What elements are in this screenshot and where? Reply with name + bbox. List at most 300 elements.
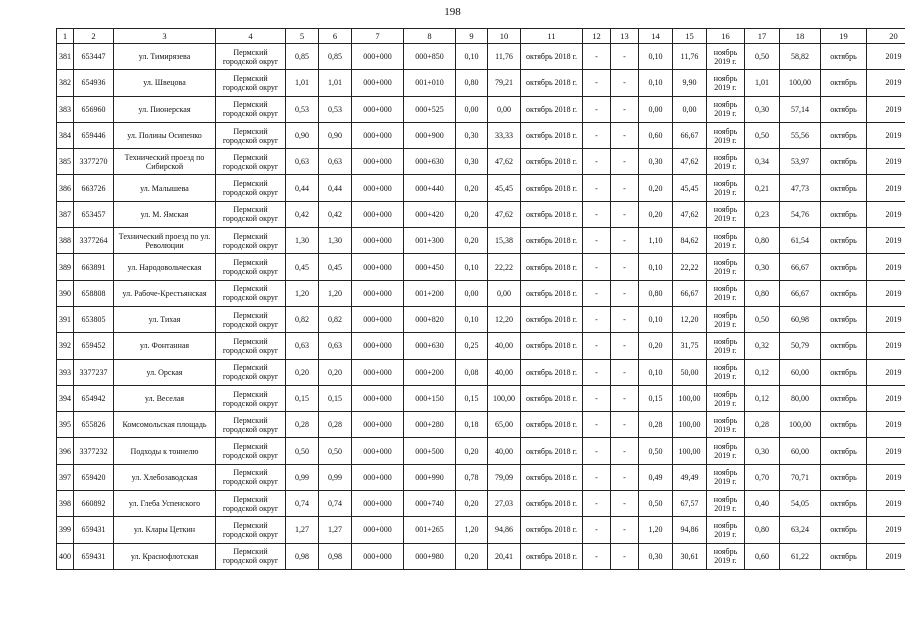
table-cell: 60,98	[780, 306, 821, 332]
table-cell: октябрь 2018 г.	[521, 96, 583, 122]
table-cell: 1,20	[456, 517, 488, 543]
table-cell: 0,08	[456, 359, 488, 385]
table-cell: -	[611, 44, 639, 70]
table-cell: -	[611, 359, 639, 385]
table-cell: 61,54	[780, 228, 821, 254]
table-cell: октябрь 2018 г.	[521, 543, 583, 569]
table-cell: 2019	[867, 359, 905, 385]
table-row	[57, 70, 905, 96]
table-cell: октябрь 2018 г.	[521, 306, 583, 332]
table-cell: ноябрь 2019 г.	[707, 122, 745, 148]
table-cell: ул. Полины Осипенко	[114, 122, 216, 148]
table-cell: 0,23	[745, 201, 780, 227]
table-cell: 0,10	[639, 254, 673, 280]
table-cell: 30,61	[673, 543, 707, 569]
table-cell: 47,62	[488, 149, 521, 175]
table-cell: 31,75	[673, 333, 707, 359]
table-cell: -	[611, 385, 639, 411]
table-row	[57, 228, 905, 254]
table-cell: 000+000	[352, 491, 404, 517]
table-cell: 388	[57, 228, 74, 254]
table-cell: Пермский городской округ	[216, 306, 286, 332]
table-cell: -	[583, 333, 611, 359]
table-cell: 0,90	[286, 122, 319, 148]
column-header: 17	[745, 29, 780, 44]
table-cell: 0,30	[745, 254, 780, 280]
table-cell: ноябрь 2019 г.	[707, 464, 745, 490]
table-cell: 391	[57, 306, 74, 332]
table-cell: 0,00	[673, 96, 707, 122]
table-cell: 660892	[74, 491, 114, 517]
table-cell: -	[611, 464, 639, 490]
column-header: 20	[867, 29, 905, 44]
table-cell: 40,00	[488, 438, 521, 464]
table-cell: 0,80	[456, 70, 488, 96]
table-cell: 40,00	[488, 359, 521, 385]
table-cell: -	[611, 175, 639, 201]
table-row	[57, 44, 905, 70]
column-header: 18	[780, 29, 821, 44]
table-cell: октябрь	[821, 44, 867, 70]
table-cell: ул. М. Ямская	[114, 201, 216, 227]
table-cell: октябрь	[821, 306, 867, 332]
table-cell: 0,60	[639, 122, 673, 148]
table-cell: 0,50	[639, 491, 673, 517]
table-cell: октябрь	[821, 149, 867, 175]
table-cell: 57,14	[780, 96, 821, 122]
table-cell: 1,30	[286, 228, 319, 254]
table-cell: 000+000	[352, 175, 404, 201]
table-cell: октябрь	[821, 385, 867, 411]
table-cell: 11,76	[673, 44, 707, 70]
table-cell: -	[611, 201, 639, 227]
table-cell: 0,30	[745, 96, 780, 122]
table-cell: Пермский городской округ	[216, 201, 286, 227]
table-cell: 53,97	[780, 149, 821, 175]
column-header: 3	[114, 29, 216, 44]
table-cell: Пермский городской округ	[216, 517, 286, 543]
table-cell: 63,24	[780, 517, 821, 543]
table-cell: 0,98	[286, 543, 319, 569]
table-cell: 0,85	[286, 44, 319, 70]
table-cell: 0,44	[319, 175, 352, 201]
table-cell: 394	[57, 385, 74, 411]
table-cell: 80,00	[780, 385, 821, 411]
table-cell: 000+000	[352, 306, 404, 332]
table-cell: 000+000	[352, 438, 404, 464]
table-cell: октябрь	[821, 96, 867, 122]
table-cell: 66,67	[673, 122, 707, 148]
column-header: 4	[216, 29, 286, 44]
table-cell: октябрь	[821, 70, 867, 96]
table-row	[57, 96, 905, 122]
table-cell: ноябрь 2019 г.	[707, 254, 745, 280]
table-cell: 654936	[74, 70, 114, 96]
table-cell: 2019	[867, 70, 905, 96]
table-cell: 45,45	[673, 175, 707, 201]
table-cell: 0,99	[319, 464, 352, 490]
table-cell: -	[611, 70, 639, 96]
table-cell: ул. Тимирязева	[114, 44, 216, 70]
table-cell: 79,09	[488, 464, 521, 490]
table-cell: 000+200	[404, 359, 456, 385]
table-cell: 2019	[867, 149, 905, 175]
table-cell: 000+000	[352, 201, 404, 227]
table-cell: -	[583, 543, 611, 569]
table-cell: -	[583, 175, 611, 201]
table-cell: 0,30	[639, 543, 673, 569]
table-cell: 100,00	[488, 385, 521, 411]
table-cell: 000+000	[352, 44, 404, 70]
table-cell: 000+420	[404, 201, 456, 227]
table-cell: 1,27	[319, 517, 352, 543]
table-cell: 000+000	[352, 70, 404, 96]
table-cell: 397	[57, 464, 74, 490]
data-table	[56, 28, 905, 570]
table-cell: 0,10	[639, 44, 673, 70]
table-row	[57, 149, 905, 175]
table-cell: 0,63	[286, 149, 319, 175]
column-header: 11	[521, 29, 583, 44]
table-cell: 0,00	[488, 280, 521, 306]
table-cell: октябрь 2018 г.	[521, 254, 583, 280]
table-cell: 0,00	[456, 280, 488, 306]
table-cell: Пермский городской округ	[216, 280, 286, 306]
table-cell: 0,32	[745, 333, 780, 359]
table-cell: 100,00	[673, 438, 707, 464]
table-cell: 387	[57, 201, 74, 227]
table-cell: -	[611, 306, 639, 332]
table-cell: 396	[57, 438, 74, 464]
table-cell: 12,20	[673, 306, 707, 332]
table-cell: ноябрь 2019 г.	[707, 359, 745, 385]
table-cell: 384	[57, 122, 74, 148]
table-cell: 2019	[867, 228, 905, 254]
table-cell: ул. Глеба Успенского	[114, 491, 216, 517]
table-cell: 0,63	[319, 333, 352, 359]
table-cell: октябрь	[821, 464, 867, 490]
table-cell: октябрь	[821, 543, 867, 569]
table-cell: 000+740	[404, 491, 456, 517]
table-cell: 33,33	[488, 122, 521, 148]
table-cell: 0,80	[745, 228, 780, 254]
table-cell: 0,15	[286, 385, 319, 411]
table-cell: 2019	[867, 464, 905, 490]
table-cell: Пермский городской округ	[216, 122, 286, 148]
table-cell: Пермский городской округ	[216, 175, 286, 201]
table-cell: 0,20	[639, 201, 673, 227]
table-cell: Пермский городской округ	[216, 464, 286, 490]
table-cell: -	[611, 280, 639, 306]
table-cell: 0,20	[319, 359, 352, 385]
table-cell: 100,00	[780, 412, 821, 438]
table-cell: 0,45	[286, 254, 319, 280]
table-cell: октябрь 2018 г.	[521, 201, 583, 227]
table-cell: октябрь	[821, 517, 867, 543]
table-cell: октябрь 2018 г.	[521, 280, 583, 306]
table-cell: 000+450	[404, 254, 456, 280]
table-cell: 94,86	[673, 517, 707, 543]
table-cell: октябрь 2018 г.	[521, 491, 583, 517]
table-cell: 000+000	[352, 280, 404, 306]
table-cell: 0,20	[639, 175, 673, 201]
table-cell: 655826	[74, 412, 114, 438]
table-cell: 656960	[74, 96, 114, 122]
table-cell: -	[583, 254, 611, 280]
table-cell: -	[611, 543, 639, 569]
column-header: 13	[611, 29, 639, 44]
table-cell: Технический проезд по Сибирской	[114, 149, 216, 175]
table-cell: ул. Краснофлотская	[114, 543, 216, 569]
table-cell: -	[611, 254, 639, 280]
table-cell: 1,10	[639, 228, 673, 254]
table-cell: -	[583, 201, 611, 227]
table-cell: -	[611, 122, 639, 148]
table-row	[57, 359, 905, 385]
table-cell: 653447	[74, 44, 114, 70]
table-row	[57, 122, 905, 148]
table-row	[57, 306, 905, 332]
table-cell: октябрь 2018 г.	[521, 149, 583, 175]
table-cell: 3377237	[74, 359, 114, 385]
table-cell: 000+000	[352, 254, 404, 280]
table-cell: 2019	[867, 254, 905, 280]
table-cell: ноябрь 2019 г.	[707, 149, 745, 175]
column-header: 12	[583, 29, 611, 44]
table-cell: -	[611, 228, 639, 254]
table-cell: ноябрь 2019 г.	[707, 306, 745, 332]
table-cell: 0,90	[319, 122, 352, 148]
table-cell: 22,22	[673, 254, 707, 280]
table-cell: 0,74	[286, 491, 319, 517]
table-cell: 67,57	[673, 491, 707, 517]
table-cell: 385	[57, 149, 74, 175]
table-cell: 000+000	[352, 122, 404, 148]
table-cell: 9,90	[673, 70, 707, 96]
table-cell: 0,42	[319, 201, 352, 227]
table-cell: 1,01	[745, 70, 780, 96]
table-cell: октябрь 2018 г.	[521, 412, 583, 438]
table-cell: 0,82	[319, 306, 352, 332]
table-cell: октябрь 2018 г.	[521, 333, 583, 359]
table-cell: октябрь	[821, 175, 867, 201]
column-header: 7	[352, 29, 404, 44]
table-cell: ул. Пионерская	[114, 96, 216, 122]
table-cell: 000+000	[352, 517, 404, 543]
table-cell: 000+990	[404, 464, 456, 490]
table-cell: 94,86	[488, 517, 521, 543]
table-cell: ул. Рабоче-Крестьянская	[114, 280, 216, 306]
column-header: 8	[404, 29, 456, 44]
table-cell: 0,80	[745, 280, 780, 306]
table-cell: -	[583, 306, 611, 332]
table-cell: 66,67	[673, 280, 707, 306]
table-cell: 0,15	[456, 385, 488, 411]
table-cell: -	[583, 438, 611, 464]
table-cell: ул. Клары Цеткин	[114, 517, 216, 543]
table-cell: Пермский городской округ	[216, 44, 286, 70]
table-cell: 12,20	[488, 306, 521, 332]
table-cell: 000+000	[352, 228, 404, 254]
table-cell: 389	[57, 254, 74, 280]
table-cell: 0,63	[319, 149, 352, 175]
table-cell: 0,28	[745, 412, 780, 438]
table-cell: 000+850	[404, 44, 456, 70]
table-cell: Пермский городской округ	[216, 438, 286, 464]
table-cell: ул. Хлебозаводская	[114, 464, 216, 490]
table-cell: -	[611, 412, 639, 438]
table-row	[57, 280, 905, 306]
table-cell: 0,44	[286, 175, 319, 201]
table-cell: 47,62	[673, 149, 707, 175]
table-cell: -	[583, 149, 611, 175]
table-cell: 0,20	[456, 491, 488, 517]
table-cell: 45,45	[488, 175, 521, 201]
column-header: 9	[456, 29, 488, 44]
table-cell: ул. Фонтанная	[114, 333, 216, 359]
table-cell: 0,20	[456, 228, 488, 254]
table-cell: -	[583, 491, 611, 517]
table-row	[57, 201, 905, 227]
table-cell: 61,22	[780, 543, 821, 569]
table-cell: 0,99	[286, 464, 319, 490]
table-cell: 0,30	[745, 438, 780, 464]
table-cell: -	[583, 228, 611, 254]
column-header: 14	[639, 29, 673, 44]
table-cell: 70,71	[780, 464, 821, 490]
table-cell: октябрь 2018 г.	[521, 464, 583, 490]
table-cell: ул. Народовольческая	[114, 254, 216, 280]
table-cell: 2019	[867, 201, 905, 227]
table-cell: 0,85	[319, 44, 352, 70]
table-cell: 50,00	[673, 359, 707, 385]
table-cell: 382	[57, 70, 74, 96]
table-cell: 0,49	[639, 464, 673, 490]
table-cell: октябрь	[821, 359, 867, 385]
table-cell: ул. Тихая	[114, 306, 216, 332]
table-cell: 1,30	[319, 228, 352, 254]
table-cell: -	[611, 333, 639, 359]
page-number: 198	[444, 6, 461, 18]
table-cell: октябрь	[821, 201, 867, 227]
table-cell: ул. Малышева	[114, 175, 216, 201]
table-cell: -	[611, 491, 639, 517]
table-cell: 000+000	[352, 149, 404, 175]
table-cell: 0,20	[456, 201, 488, 227]
table-cell: 1,27	[286, 517, 319, 543]
table-cell: 0,42	[286, 201, 319, 227]
table-cell: 55,56	[780, 122, 821, 148]
table-cell: 22,22	[488, 254, 521, 280]
table-cell: ноябрь 2019 г.	[707, 175, 745, 201]
table-cell: 000+000	[352, 359, 404, 385]
table-cell: 1,01	[319, 70, 352, 96]
table-cell: 663726	[74, 175, 114, 201]
table-cell: 659431	[74, 543, 114, 569]
table-cell: 654942	[74, 385, 114, 411]
table-cell: 79,21	[488, 70, 521, 96]
table-cell: 2019	[867, 412, 905, 438]
table-cell: 1,20	[639, 517, 673, 543]
table-cell: 659431	[74, 517, 114, 543]
table-cell: Комсомольская площадь	[114, 412, 216, 438]
table-cell: 60,00	[780, 438, 821, 464]
table-cell: 400	[57, 543, 74, 569]
table-row	[57, 438, 905, 464]
table-cell: 000+500	[404, 438, 456, 464]
table-cell: 390	[57, 280, 74, 306]
table-cell: 0,50	[745, 122, 780, 148]
table-cell: 393	[57, 359, 74, 385]
table-cell: 0,15	[319, 385, 352, 411]
table-cell: 1,20	[286, 280, 319, 306]
table-cell: октябрь 2018 г.	[521, 44, 583, 70]
table-row	[57, 464, 905, 490]
table-cell: 0,20	[456, 438, 488, 464]
table-cell: Пермский городской округ	[216, 70, 286, 96]
table-cell: ноябрь 2019 г.	[707, 228, 745, 254]
table-cell: 653457	[74, 201, 114, 227]
table-cell: 100,00	[673, 412, 707, 438]
table-cell: -	[611, 438, 639, 464]
table-cell: 0,15	[639, 385, 673, 411]
table-cell: -	[583, 412, 611, 438]
table-cell: 0,10	[456, 44, 488, 70]
table-cell: ул. Швецова	[114, 70, 216, 96]
table-cell: 0,70	[745, 464, 780, 490]
table-cell: -	[583, 280, 611, 306]
table-cell: 0,28	[639, 412, 673, 438]
table-cell: ноябрь 2019 г.	[707, 96, 745, 122]
table-cell: ноябрь 2019 г.	[707, 412, 745, 438]
table-cell: 000+980	[404, 543, 456, 569]
table-cell: 000+280	[404, 412, 456, 438]
table-cell: 000+150	[404, 385, 456, 411]
column-header: 15	[673, 29, 707, 44]
column-header: 6	[319, 29, 352, 44]
table-cell: 100,00	[673, 385, 707, 411]
table-cell: -	[583, 359, 611, 385]
table-cell: Пермский городской округ	[216, 359, 286, 385]
table-cell: ноябрь 2019 г.	[707, 70, 745, 96]
table-cell: 0,28	[286, 412, 319, 438]
table-cell: -	[583, 517, 611, 543]
table-cell: 11,76	[488, 44, 521, 70]
table-cell: 0,63	[286, 333, 319, 359]
table-cell: 0,34	[745, 149, 780, 175]
table-cell: 2019	[867, 438, 905, 464]
table-cell: 0,53	[319, 96, 352, 122]
table-cell: ноябрь 2019 г.	[707, 201, 745, 227]
table-cell: 20,41	[488, 543, 521, 569]
table-cell: 3377264	[74, 228, 114, 254]
table-cell: 0,21	[745, 175, 780, 201]
table-cell: 47,62	[488, 201, 521, 227]
table-cell: 0,00	[488, 96, 521, 122]
table-cell: -	[583, 385, 611, 411]
table-cell: 66,67	[780, 254, 821, 280]
table-cell: 0,30	[639, 149, 673, 175]
table-cell: 0,00	[456, 96, 488, 122]
table-cell: 0,50	[745, 44, 780, 70]
table-cell: 001+200	[404, 280, 456, 306]
table-cell: ноябрь 2019 г.	[707, 385, 745, 411]
table-cell: -	[611, 96, 639, 122]
table-row	[57, 517, 905, 543]
table-cell: ноябрь 2019 г.	[707, 438, 745, 464]
table-cell: Пермский городской округ	[216, 543, 286, 569]
table-cell: Пермский городской округ	[216, 385, 286, 411]
